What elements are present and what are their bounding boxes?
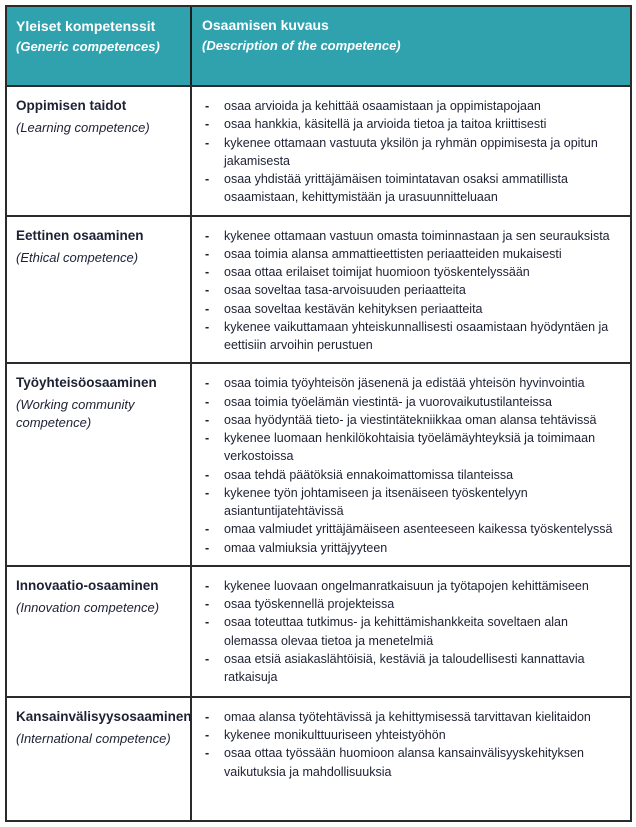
row-subtitle: (Learning competence) (16, 120, 150, 136)
competences-table (5, 5, 632, 822)
bullet-list (192, 576, 624, 687)
bullet-text: osaa soveltaa tasa-arvoisuuden periaatteita (224, 283, 466, 298)
row-description-cell (192, 87, 630, 215)
bullet-item (192, 520, 624, 538)
bullet-dash: - (205, 746, 210, 761)
bullet-dash: - (205, 540, 210, 555)
bullet-text: osaa yhdistää yrittäjämäisen toimintatavan osaksi ammatillista osaamistaan, kehittymistään ja urasuunnitteluaan (224, 172, 568, 205)
row-subtitle: (Innovation competence) (16, 599, 160, 615)
row-header-cell (7, 87, 192, 215)
bullet-item (192, 318, 624, 355)
bullet-dash: - (205, 728, 210, 742)
bullet-text: osaa ottaa työssään huomioon alansa kansainvälisyyskehityksen vaikutuksia ja mahdollisuuksia (224, 746, 584, 779)
bullet-item (192, 577, 624, 595)
bullet-item (192, 613, 624, 650)
bullet-dash: - (205, 467, 210, 482)
bullet-dash: - (205, 578, 210, 593)
bullet-dash: - (205, 117, 210, 132)
bullet-dash: - (205, 99, 210, 113)
bullet-item (192, 726, 624, 744)
bullet-dash: - (205, 597, 210, 611)
bullet-text: kykenee työn johtamiseen ja itsenäiseen työskentelyyn asiantuntijatehtävissä (224, 485, 528, 518)
bullet-text: osaa toteuttaa tutkimus- ja kehittämishankkeita soveltaen alan olemassa olevaa tietoa ja menetelmiä (224, 615, 568, 648)
bullet-text: kykenee luovaan ongelmanratkaisuun ja työtapojen kehittämiseen (224, 578, 589, 593)
bullet-dash: - (205, 135, 210, 150)
row-header-cell (7, 567, 192, 696)
header-col2-title: Osaamisen kuvaus (202, 17, 329, 33)
bullet-text: kykenee vaikuttamaan yhteiskunnallisesti osaamistaan hyödyntäen ja eettisiin arvoihin perustuen (224, 319, 609, 352)
bullet-dash: - (205, 394, 210, 409)
bullet-item (192, 115, 624, 133)
bullet-dash: - (205, 431, 210, 445)
bullet-item (192, 170, 624, 207)
row-header-cell (7, 698, 192, 820)
bullet-list (192, 96, 624, 207)
header-col1-title: Yleiset kompetenssit (16, 18, 156, 34)
bullet-text: osaa toimia työyhteisön jäsenenä ja edistää yhteisön hyvinvointia (224, 376, 585, 391)
bullet-item (192, 263, 624, 281)
bullet-item (192, 466, 624, 484)
table-row-innovation-competence (7, 565, 630, 696)
bullet-dash: - (205, 615, 210, 630)
bullet-text: osaa ottaa erilaiset toimijat huomioon työskentelyssään (224, 265, 530, 279)
bullet-item (192, 393, 624, 411)
row-description-cell (192, 364, 630, 565)
bullet-item (192, 300, 624, 318)
bullet-item (192, 650, 624, 687)
bullet-item (192, 484, 624, 521)
bullet-text: osaa tehdä päätöksiä ennakoimattomissa tilanteissa (224, 467, 514, 482)
header-col2-subtitle: (Description of the competence) (202, 37, 401, 53)
bullet-text: kykenee luomaan henkilökohtaisia työelämäyhteyksiä ja toimimaan verkostoissa (224, 431, 596, 464)
bullet-text: kykenee ottamaan vastuun omasta toiminnastaan ja sen seurauksista (224, 228, 610, 243)
bullet-text: osaa etsiä asiakaslähtöisiä, kestäviä ja taloudellisesti kannattavia ratkaisuja (224, 651, 585, 684)
row-subtitle: (Working community competence) (16, 397, 135, 431)
row-title: Oppimisen taidot (16, 98, 127, 113)
bullet-item (192, 708, 624, 726)
table-header-row (7, 7, 630, 85)
header-cell-description (192, 7, 630, 85)
row-header-cell (7, 364, 192, 565)
row-description-cell (192, 567, 630, 696)
bullet-dash: - (205, 709, 210, 724)
row-title: Eettinen osaaminen (16, 227, 144, 243)
bullet-dash: - (205, 412, 210, 427)
bullet-item (192, 411, 624, 429)
table-row-ethical-competence (7, 215, 630, 363)
bullet-dash: - (205, 376, 210, 391)
header-cell-generic-competences (7, 7, 192, 85)
bullet-item (192, 245, 624, 263)
bullet-text: osaa hankkia, käsitellä ja arvioida tietoa ja taitoa kriittisesti (224, 117, 547, 132)
header-col1-subtitle: (Generic competences) (16, 38, 160, 54)
bullet-dash: - (205, 228, 210, 243)
bullet-text: omaa alansa työtehtävissä ja kehittymisessä tarvittavan kielitaidon (224, 709, 591, 724)
row-subtitle: (International competence) (16, 730, 171, 746)
bullet-dash: - (205, 283, 210, 298)
bullet-item (192, 539, 624, 557)
row-title: Kansainvälisyysosaaminen (16, 708, 192, 724)
bullet-dash: - (205, 319, 210, 334)
bullet-item (192, 97, 624, 115)
table-row-working-community-competence (7, 362, 630, 565)
bullet-list (192, 707, 624, 781)
row-header-cell (7, 217, 192, 363)
bullet-text: osaa toimia työelämän viestintä- ja vuorovaikutustilanteissa (224, 394, 552, 409)
row-description-cell (192, 698, 630, 820)
bullet-text: kykenee monikulttuuriseen yhteistyöhön (224, 728, 446, 742)
bullet-item (192, 134, 624, 171)
table-row-international-competence (7, 696, 630, 820)
bullet-dash: - (205, 172, 210, 186)
row-title: Työyhteisöosaaminen (16, 375, 157, 391)
bullet-dash: - (205, 522, 210, 537)
bullet-text: osaa työskennellä projekteissa (224, 597, 395, 611)
bullet-dash: - (205, 246, 210, 261)
bullet-text: kykenee ottamaan vastuuta yksilön ja ryhmän oppimisesta ja opitun jakamisesta (224, 135, 598, 168)
bullet-dash: - (205, 485, 210, 500)
table-row-learning-competence (7, 85, 630, 215)
bullet-text: omaa valmiuksia yrittäjyyteen (224, 540, 388, 555)
bullet-dash: - (205, 301, 210, 316)
bullet-item (192, 374, 624, 392)
bullet-item (192, 595, 624, 613)
bullet-text: omaa valmiudet yrittäjämäiseen asenteeseen kaikessa työskentelyssä (224, 522, 613, 537)
bullet-text: osaa soveltaa kestävän kehityksen periaatteita (224, 301, 483, 316)
row-title: Innovaatio-osaaminen (16, 577, 159, 593)
bullet-text: osaa toimia alansa ammattieettisten periaatteiden mukaisesti (224, 246, 562, 261)
row-subtitle: (Ethical competence) (16, 249, 139, 265)
bullet-item (192, 227, 624, 245)
bullet-dash: - (205, 651, 210, 666)
bullet-item (192, 281, 624, 299)
bullet-item (192, 429, 624, 466)
bullet-item (192, 744, 624, 781)
bullet-list (192, 373, 624, 557)
row-description-cell (192, 217, 630, 363)
bullet-list (192, 226, 624, 355)
bullet-dash: - (205, 265, 210, 279)
bullet-text: osaa arvioida ja kehittää osaamistaan ja oppimistapojaan (224, 99, 541, 113)
bullet-text: osaa hyödyntää tieto- ja viestintätekniikkaa oman alansa tehtävissä (224, 412, 597, 427)
